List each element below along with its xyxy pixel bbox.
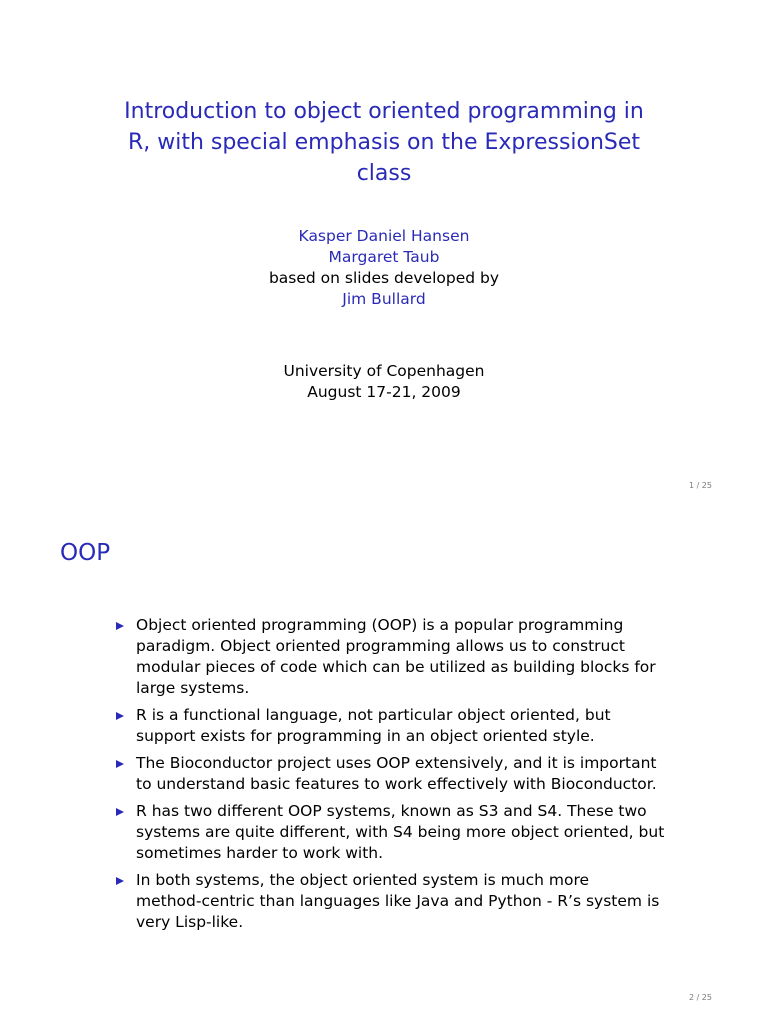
title-line-2: R, with special emphasis on the ExpressionSet [127, 130, 641, 155]
bullet-text-line: In both systems, the object oriented system is much more [136, 871, 590, 889]
bullet-text-line: paradigm. Object oriented programming allows us to construct [136, 637, 625, 655]
bullet-item [116, 753, 676, 795]
slide-title [84, 96, 684, 189]
bullet-item [116, 870, 676, 933]
triangle-bullet-icon [116, 808, 124, 816]
author-2: Margaret Taub [328, 248, 440, 266]
bullet-text-line: The Bioconductor project uses OOP extensively, and it is important [136, 754, 657, 772]
bullet-text-line: modular pieces of code which can be utilized as building blocks for [136, 658, 656, 676]
date: August 17-21, 2009 [307, 383, 461, 401]
bullet-text-line: Object oriented programming (OOP) is a popular programming [136, 616, 624, 634]
bullet-item [116, 705, 676, 747]
title-line-3: class [356, 161, 412, 186]
institution: University of Copenhagen [283, 362, 485, 380]
bullet-item [116, 615, 676, 699]
frame-title: OOP [60, 540, 111, 566]
affiliation-block [84, 361, 684, 403]
author-block [84, 226, 684, 310]
bullet-text-line: very Lisp-like. [136, 913, 244, 931]
bullet-text-line: sometimes harder to work with. [136, 844, 384, 862]
bullet-text-line: method-centric than languages like Java and Python - R’s system is [136, 892, 660, 910]
page-number-2: 2 / 25 [688, 993, 712, 1002]
bullet-list [116, 615, 676, 939]
triangle-bullet-icon [116, 712, 124, 720]
bullet-text-line: R is a functional language, not particular object oriented, but [136, 706, 611, 724]
bullet-text-line: R has two different OOP systems, known as S3 and S4. These two [136, 802, 647, 820]
page-number-1: 1 / 25 [688, 481, 712, 490]
based-on-text: based on slides developed by [268, 269, 500, 287]
title-line-1: Introduction to object oriented programming in [124, 99, 644, 124]
bullet-text-line: to understand basic features to work effectively with Bioconductor. [136, 775, 657, 793]
bullet-item [116, 801, 676, 864]
triangle-bullet-icon [116, 877, 124, 885]
bullet-text-line: large systems. [136, 679, 250, 697]
triangle-bullet-icon [116, 760, 124, 768]
triangle-bullet-icon [116, 622, 124, 630]
slide-2 [0, 512, 768, 1024]
bullet-text-line: systems are quite different, with S4 being more object oriented, but [136, 823, 665, 841]
original-author: Jim Bullard [342, 290, 426, 308]
bullet-text-line: support exists for programming in an object oriented style. [136, 727, 595, 745]
author-1: Kasper Daniel Hansen [298, 227, 470, 245]
